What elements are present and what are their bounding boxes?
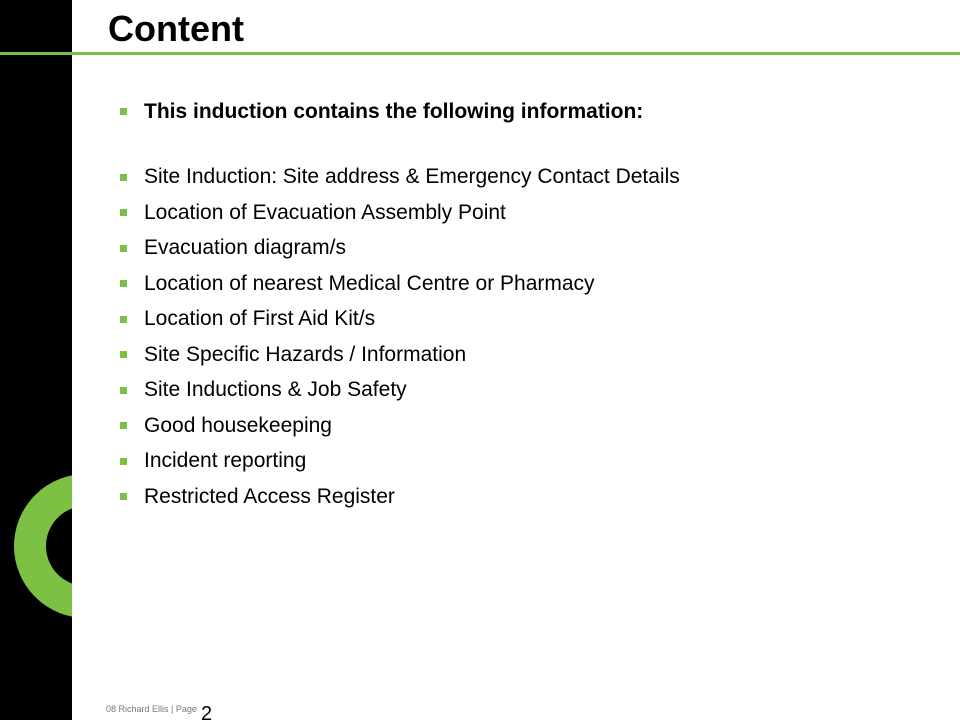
bullet-item [120,408,940,444]
bullet-text: Good housekeeping [144,413,332,437]
green-square-bullet-icon [120,387,127,394]
green-square-bullet-icon [120,316,127,323]
green-square-bullet-icon [120,422,127,429]
slide-title: Content [108,8,244,49]
bullet-text: Location of First Aid Kit/s [144,307,376,331]
green-square-bullet-icon [120,458,127,465]
green-square-bullet-icon [120,493,127,500]
bullet-text: Evacuation diagram/s [144,236,346,260]
bullet-item [120,337,940,373]
bullet-text: Restricted Access Register [144,484,395,508]
bullet-item [120,195,940,231]
bullet-text: Location of nearest Medical Centre or Pharmacy [144,271,595,295]
bullet-item [120,231,940,267]
lead-bullet-item [120,94,940,130]
bullet-text: Site Induction: Site address & Emergency Contact Details [144,165,680,189]
bullet-text: Site Specific Hazards / Information [144,342,467,366]
green-ring-icon [14,474,72,618]
bullet-list [120,94,940,515]
bullet-text: Site Inductions & Job Safety [144,378,407,402]
green-square-bullet-icon [120,280,127,287]
title-divider [0,52,960,55]
bullet-item [120,160,940,196]
bullet-item [120,373,940,409]
green-square-bullet-icon [120,174,127,181]
page-number: 2 [201,703,213,720]
bullet-item [120,266,940,302]
footer-credit: 08 Richard Ellis | Page [106,704,197,714]
left-sidebar-band [0,0,72,720]
bullet-text: Incident reporting [144,449,307,473]
green-square-bullet-icon [120,351,127,358]
green-square-bullet-icon [120,245,127,252]
bullet-item [120,302,940,338]
bullet-item [120,479,940,515]
green-square-bullet-icon [120,108,127,115]
bullet-item [120,444,940,480]
bullet-text: Location of Evacuation Assembly Point [144,200,506,224]
green-square-bullet-icon [120,209,127,216]
lead-bullet-text: This induction contains the following information: [144,99,644,123]
